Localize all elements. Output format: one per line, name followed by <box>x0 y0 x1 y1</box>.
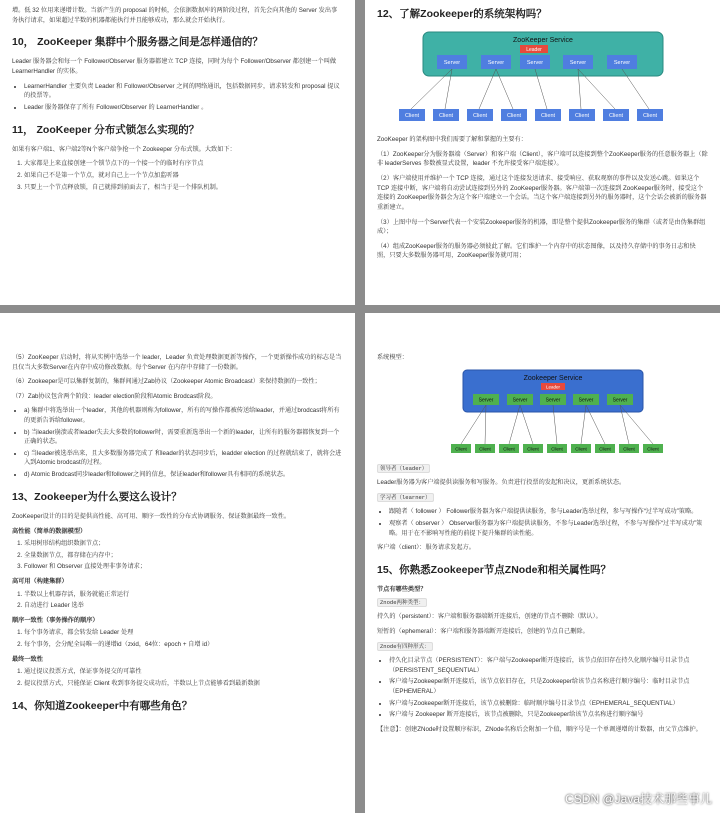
list-item: • a) 集群中将选举出一个leader，其他的机器则称为follower，所有的写操作都被传送给leader，并通过brodcast将所有的更新告诉给follower。 <box>24 406 343 425</box>
client-box <box>619 444 639 453</box>
svg-text:Client: Client <box>598 446 611 452</box>
server-box <box>563 55 593 69</box>
paragraph: ZooKeeper 的架构图中我们需要了解和掌握的主要有： <box>377 136 527 144</box>
client-box <box>475 444 495 453</box>
paragraph: Leader 服务器会和每一个 Follower/Observer 服务器都建立 TCP 连接，同时为每个 Follower/Observer 都创建一个叫做 LearnerHandler 的实体。 <box>12 58 337 76</box>
server-box <box>607 55 637 69</box>
svg-text:Server: Server <box>578 397 593 404</box>
bullet-list <box>24 406 343 479</box>
svg-text:Client: Client <box>478 446 491 452</box>
svg-text:Client: Client <box>622 446 635 452</box>
subheading: 节点有哪些类型？ <box>377 586 427 594</box>
list-item: • LearnerHandler 主要负责 Leader 和 Follower/Observer 之间的网络通讯，包括数据同步，请求转发和 proposal 提议的投票等。 <box>24 82 343 101</box>
zookeeper-architecture-diagram <box>393 29 693 129</box>
list-item: 2. 如果自己不是第一个节点，就对自己上一个节点加监听器 <box>24 171 343 181</box>
bullet-list <box>389 507 708 538</box>
list-item: • 观察者（ observer ） Observer服务器为客户端提供读服务，不参与Leader选举过程，不参与写操作“过半写成功”策略。用于在不影响写性能的前提下提升集群的读性能。 <box>389 519 708 538</box>
subheading: 高可用（构建集群） <box>12 578 68 586</box>
server-box <box>540 394 566 405</box>
diagram-title: Zookeeper Service <box>523 374 582 382</box>
svg-text:Server: Server <box>612 397 627 404</box>
section-heading-14: 14、你知道Zookeeper中有哪些角色？ <box>12 699 193 712</box>
server-box <box>437 55 467 69</box>
client-box <box>569 109 595 121</box>
svg-text:Client: Client <box>540 113 555 120</box>
label-code: Znode两种类型： <box>377 598 427 607</box>
svg-text:Server: Server <box>545 397 560 404</box>
paragraph: （6）Zookeeper是可以集群复制的，集群间通过Zab协议（Zookeeper Atomic Broadcast）来保持数据的一致性； <box>12 378 321 386</box>
section-heading-12: 12、了解Zookeeper的系统架构吗？ <box>377 8 547 20</box>
svg-text:Server: Server <box>443 60 460 67</box>
document-page-3 <box>0 313 355 813</box>
list-item: • 客户端与Zookeeper断开连接后，该节点被删除：临时顺序编号目录节点（EPHEMERAL_SEQUENTIAL） <box>389 699 708 709</box>
document-page-1 <box>0 0 355 305</box>
svg-text:Server: Server <box>526 60 543 67</box>
numbered-list <box>24 539 343 572</box>
list-item: 2. 全量数据节点，都存储在内存中； <box>24 551 343 561</box>
paragraph: 短暂的（ephemeral）：客户端和服务器端断开连接后，创建的节点自己删除。 <box>377 627 589 635</box>
bullet-list <box>24 82 343 113</box>
client-box <box>603 109 629 121</box>
section-heading-10: 10， ZooKeeper 集群中个服务器之间是怎样通信的？ <box>12 36 263 49</box>
svg-text:Client: Client <box>608 113 623 120</box>
svg-text:Client: Client <box>526 446 539 452</box>
subheading: 最终一致性 <box>12 655 43 663</box>
server-box <box>520 55 550 69</box>
paragraph: （4）组成ZooKeeper服务的服务器必须彼此了解。它们维护一个内存中的状态图像，以及持久存储中的事务日志和快照，只要大多数服务器可用，ZooKeeper服务就可用； <box>377 242 696 260</box>
numbered-list <box>24 159 343 192</box>
client-box <box>643 444 663 453</box>
list-item: • d) Atomic Brodcast同步leader和follower之间的信息，保证leader和follower具有相同的系统状态。 <box>24 470 343 480</box>
client-box <box>535 109 561 121</box>
svg-text:Server: Server <box>512 397 527 404</box>
client-box <box>499 444 519 453</box>
list-item: 1. 半数以上机器存活，服务就能正常运行 <box>24 590 343 600</box>
svg-text:Server: Server <box>613 60 630 67</box>
svg-text:Client: Client <box>502 446 515 452</box>
list-item: • 客户端与Zookeeper断开连接后，该节点依旧存在，只是Zookeeper给该节点名称进行顺序编号：临时目录节点（EPHEMERAL） <box>389 677 708 696</box>
svg-text:Client: Client <box>454 446 467 452</box>
client-box <box>501 109 527 121</box>
server-box <box>607 394 633 405</box>
role-code: 领导者（leader） <box>377 464 430 473</box>
paragraph: 系统模型： <box>377 354 408 361</box>
list-item: • 客户端与 Zookeeper 断开连接后，该节点被删除，只是Zookeeper给该节点名称进行顺序编号 <box>389 710 708 720</box>
paragraph: Leader服务器为客户端提供读服务和写服务。负责进行投票的发起和决议，更新系统状态。 <box>377 479 626 487</box>
list-item: 1. 采用树形结构组织数据节点； <box>24 539 343 549</box>
list-item: 3. Follower 和 Observer 直接处理非事务请求； <box>24 562 343 572</box>
list-item: • 持久化目录节点（PERSISTENT）：客户端与Zookeeper断开连接后，该节点依旧存在持久化顺序编号目录节点（PERSISTENT_SEQUENTIAL） <box>389 656 708 675</box>
paragraph: （1）ZooKeeper分为服务器端（Server）和客户端（Client），客户端可以连接到整个ZooKeeper服务的任意服务器上（除非 leaderServes 参数被显式设置，leader 不允许接受客户端连接）。 <box>377 150 708 168</box>
label-code: Znode有四种形式： <box>377 642 433 651</box>
watermark-text: CSDN @Java技术那些事儿 <box>565 792 712 806</box>
svg-text:Client: Client <box>472 113 487 120</box>
client-box <box>547 444 567 453</box>
list-item: • b) 当leader崩溃或者leader失去大多数的follower时，需要重新选举出一个新的leader，让所有的服务器都恢复到一个正确的状态。 <box>24 428 343 447</box>
paragraph: ZooKeeper设计的目的是提供高性能、高可用、顺序一致性的分布式协调服务、保证数据最终一致性。 <box>12 512 291 520</box>
svg-text:Client: Client <box>550 446 563 452</box>
bullet-list <box>389 656 708 720</box>
zookeeper-system-model-diagram <box>393 368 693 458</box>
paragraph: （3）上图中每一个Server代表一个安装Zookeeper服务的机器，即是整个提供Zookeeper服务的集群（或者是由伪集群组成）； <box>377 218 706 236</box>
list-item: 1. 通过提议投票方式，保证事务提交的可靠性 <box>24 667 343 677</box>
paragraph: （7）Zab协议包含两个阶段：leader election阶段和Atomic Brodcast阶段。 <box>12 392 217 400</box>
section-heading-13: 13、Zookeeper为什么要这么设计？ <box>12 490 182 503</box>
svg-text:Client: Client <box>438 113 453 120</box>
server-box <box>473 394 499 405</box>
server-box <box>481 55 511 69</box>
paragraph: （5）ZooKeeper 启动时，将从实例中选举一个 leader，Leader 负责处理数据更新等操作，一个更新操作成功的标志是当且仅当大多数Server在内存中成功修改数据。每个Server 在内存中存储了一份数据。 <box>12 354 342 371</box>
server-box <box>573 394 599 405</box>
paragraph: 如果有客户端1、客户端2等N个客户端争抢一个 Zookeeper 分布式锁。大致如下： <box>12 145 236 153</box>
intro-text: 增。低 32 位用来递增计数。当新产生的 proposal 的时候，会依据数据库的两阶段过程，首先会向其他的 Server 发出事务执行请求，如果超过半数的机器都能执行并且能够成功，那么就会开始执行。 <box>12 7 338 24</box>
numbered-list <box>24 628 343 649</box>
svg-text:Server: Server <box>478 397 493 404</box>
paragraph: 持久的（persistent）：客户端和服务器端断开连接后，创建的节点不删除（默认）。 <box>377 613 602 621</box>
section-heading-15: 15、你熟悉Zookeeper节点ZNode和相关属性吗？ <box>377 563 611 576</box>
numbered-list <box>24 590 343 611</box>
leader-label: Leader <box>545 384 560 390</box>
list-item: 3. 只要上一个节点释放锁，自己就排到前面去了，相当于是一个排队机制。 <box>24 183 343 193</box>
svg-text:Client: Client <box>574 446 587 452</box>
svg-text:Client: Client <box>646 446 659 452</box>
document-page-2 <box>365 0 720 305</box>
subheading: 高性能（简单的数据模型） <box>12 527 87 535</box>
leader-label: Leader <box>525 47 542 54</box>
client-box <box>467 109 493 121</box>
client-box <box>571 444 591 453</box>
server-box <box>507 394 533 405</box>
role-code: 学习者（learner） <box>377 493 434 502</box>
numbered-list <box>24 667 343 688</box>
client-box <box>595 444 615 453</box>
section-heading-11: 11， ZooKeeper 分布式锁怎么实现的？ <box>12 123 200 136</box>
list-item: • c) 当leader被选举出来，且大多数服务器完成了 和leader的状态同步后，leadder election 的过程就结束了，就将会进入到Atomic brodcast的过程。 <box>24 449 343 468</box>
list-item: 2. 每个事务，会分配全局唯一的递增id（zxid，64位：epoch + 自增 id） <box>24 640 343 650</box>
list-item: • 跟随者（ follower ） Follower服务器为客户端提供读服务，参与Leader选举过程，参与写操作“过半写成功”策略。 <box>389 507 708 517</box>
diagram-title: ZooKeeper Service <box>512 37 573 45</box>
svg-text:Client: Client <box>506 113 521 120</box>
client-box <box>451 444 471 453</box>
svg-text:Server: Server <box>487 60 504 67</box>
client-box <box>433 109 459 121</box>
list-item: • Leader 服务器保存了所有 Follower/Observer 的 LearnerHandler 。 <box>24 103 343 113</box>
document-page-4 <box>365 313 720 813</box>
svg-text:Client: Client <box>642 113 657 120</box>
client-box <box>637 109 663 121</box>
client-box <box>523 444 543 453</box>
note: 【注意】：创建ZNode时设置顺序标识，ZNode名称后会附加一个值，顺序号是一个单调递增的计数器，由父节点维护。 <box>377 725 702 733</box>
subheading: 顺序一致性（事务操作的顺序） <box>12 616 99 624</box>
list-item: 2. 提议投票方式，只能保证 Client 收到事务提交成功后，半数以上节点能够看到最新数据 <box>24 679 343 689</box>
client-box <box>399 109 425 121</box>
svg-text:Client: Client <box>404 113 419 120</box>
list-item: 2. 自动进行 Leader 选举 <box>24 601 343 611</box>
paragraph: （2）客户端使用并维护一个 TCP 连接，通过这个连接发送请求、接受响应、获取观察的事件以及发送心跳。如果这个 TCP 连接中断，客户端将自动尝试连接到另外的 ZooKeeper服务器。客户端第一次连接到 ZooKeeper服务时，接受这个连接的 ZooKeeper服务器会为这个客户端建立一个会话。当这个客户端连接到另外的服务器时，这个会话会被新的服务器重新建立。 <box>377 175 707 211</box>
svg-text:Client: Client <box>574 113 589 120</box>
svg-text:Server: Server <box>569 60 586 67</box>
list-item: 1. 每个事务请求，都会转发给 Leader 处理 <box>24 628 343 638</box>
list-item: 1. 大家都是上来直接创建一个锁节点下的一个接一个的临时有序节点 <box>24 159 343 169</box>
paragraph: 客户端（client）：服务请求发起方。 <box>377 544 475 552</box>
